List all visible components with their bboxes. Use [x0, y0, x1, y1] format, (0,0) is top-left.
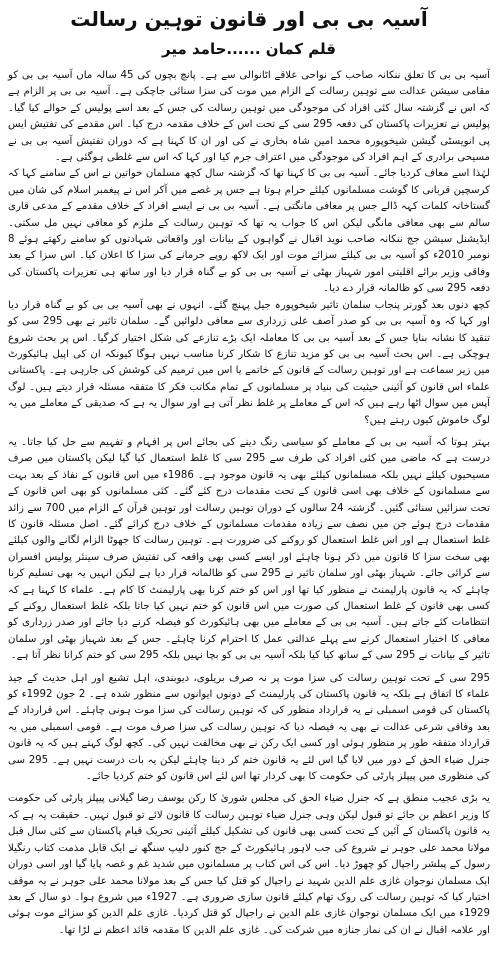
paragraph-2: لہٰذا اسے معاف کردیا جائے۔ آسیہ بی بی کا کہنا تھا کہ گزشتہ سال کچھ مسلمان خواتین نے اس کے سامنے کہا کہ کرسچین قربانی کا گوشت مسلمانوں کیلئے حرام ہوتا ہے جس پر غصے میں آکر اس نے پیغمبر اسلام کی شان میں گستاخانہ کلمات کہہ ڈالے جس پر معافی مانگتی ہے۔ آسیہ بی بی نے ایسے افراد کے خلاف مقدمے کے مدعی قاری سالم سے بھی معافی مانگی لیکن اس کا جواب یہ تھا کہ توہین رسالت کے ملزم کو معافی نہیں مل سکتی۔ ایڈیشنل سیشن جج ننکانہ صاحب نوید اقبال نے گواہوں کے بیانات اور واقعاتی شہادتوں کو سامنے رکھتے ہوئے 8 نومبر 2010ء کو آسیہ بی بی کیلئے سزائے موت اور ایک لاکھ روپے جرمانے کی سزا کا اعلان کیا۔ اس سزا کے بعد وفاقی وزیر برائے اقلیتی امور شہباز بھٹی نے آسیہ بی بی کو بے گناہ قرار دیا اور ساتھ ہی تعزیرات پاکستان کی دفعہ 295 سی کو ظالمانہ قرار دے دیا۔	[8, 168, 490, 295]
article-body	[8, 68, 490, 939]
paragraph-1: آسیہ بی بی کا تعلق ننکانہ صاحب کے نواحی علاقے اٹانوالی سے ہے۔ پانچ بچوں کی 45 سالہ ماں آسیہ بی بی کو مقامی سیشن عدالت سے توہین رسالت کے الزام میں موت کی سزا سنائی جاچکی ہے۔ آسیہ بی بی پر الزام ہے کہ اس نے گزشتہ سال کئی افراد کی موجودگی میں توہین رسالت کی جس کے بعد اسے پولیس کے حوالے کیا گیا۔ پولیس نے تعزیرات پاکستان کی دفعہ 295 سی کے تحت اس کے خلاف مقدمہ درج کیا۔ اس مقدمے کی تفتیش ایس پی انویسٹی گیشن شیخوپورہ محمد امین شاہ بخاری نے کی اور ان کا کہنا ہے کہ دوران تفتیش آسیہ بی بی نے مسیحی برادری کے اہم افراد کی موجودگی میں اعتراف جرم کیا اور کہا کہ اس سے غلطی ہوگئی ہے۔	[8, 70, 490, 164]
paragraph-4: بہتر ہوتا کہ آسیہ بی بی کے معاملے کو سیاسی رنگ دینے کی بجائے اس پر افہام و تفہیم سے حل کیا جاتا۔ یہ درست ہے کہ ماضی میں کئی افراد کی طرف سے 295 سی کا غلط استعمال کیا گیا لیکن پاکستان میں صرف مسیحیوں کیلئے نہیں بلکہ مسلمانوں کیلئے بھی یہ قانون موجود ہے۔ 1986ء میں اس قانون کے نفاذ کے بعد بہت سے مسلمانوں کے خلاف بھی اسی قانون کے تحت مقدمات درج کئے گئے۔ کئی مسلمانوں کو بھی اس قانون کے تحت سزائیں سنائی گئیں۔ گزشتہ 24 سالوں کے دوران توہین رسالت اور توہین قرآن کے الزام میں 700 سے زائد مقدمات درج ہوئے جن میں نصف سے زیادہ مقدمات مسلمانوں کے خلاف درج کرائے گئے۔ اصل مسئلہ قانون کا غلط استعمال ہے اور اس غلط استعمال کو روکنے کی ضرورت ہے۔ توہین رسالت کا جھوٹا الزام لگانے والوں کیلئے بھی سخت سزا کا قانون میں ذکر ہونا چاہئے اور ایسے کسی بھی واقعہ کی تفتیش صرف سینئر پولیس افسران سے کرائی جائے۔ شہباز بھٹی اور سلمان تاثیر نے 295 سی کو ظالمانہ قرار دیا ہے لیکن انہیں یہ بھی تسلیم کرنا چاہئے کہ یہ قانون پارلیمنٹ نے منظور کیا تھا اور اس کو ختم کرنا بھی پارلیمنٹ کا کام ہے۔ علماء کا کہنا ہے کہ کسی بھی قانون کے غلط استعمال کی صورت میں اس قانون کو ختم نہیں کیا جاتا بلکہ غلط استعمال روکنے کے انتظامات کئے جاتے ہیں۔ آسیہ بی بی کے معاملے میں بھی ہائیکورٹ کو فیصلہ کرنے دیا جائے اور صدر زرداری کو معافی کا اختیار استعمال کرنے سے پہلے عدالتی عمل کا احترام کرنا چاہئے۔ جس کے بعد شہباز بھٹی اور سلمان تاثیر کے بیانات نے 295 سی کے ساتھ کیا کیا بلکہ آسیہ بی بی کو بچا نہیں بلکہ 295 سی کو ختم کرانا نظر آتا ہے۔	[8, 436, 491, 662]
paragraph-6: یہ بڑی عجیب منطق ہے کہ جنرل ضیاء الحق کی مجلس شوریٰ کا رکن یوسف رضا گیلانی پیپلز پارٹی کی حکومت کا وزیر اعظم بن جائے تو قبول لیکن وہی جنرل ضیاء توہین رسالت کا قانون لائے تو قبول نہیں۔ حقیقت یہ ہے کہ یہ قانون پاکستان کے آئین کے تحت کسی بھی قانون کی تشکیل کیلئے آئینی تحریک قیام پاکستان سے کئی سال قبل مولانا محمد علی جوہر نے شروع کی جب لاہور ہائیکورٹ کے جج کنور دلیپ سنگھ نے ایک قابل مذمت کتاب رنگیلا رسول کے پبلشر راجپال کو چھوڑ دیا۔ اس کی اس کتاب پر مسلمانوں میں شدید غم و غصہ پایا گیا اور اسی دوران ایک مسلمان نوجوان غازی علم الدین شہید نے راجپال کو قتل کیا جس کے بعد مولانا محمد علی جوہر نے یہ موقف اختیار کیا کہ توہین رسالت کی روک تھام کیلئے قانون سازی ضروری ہے۔ 1927ء میں شروع ہوا۔ دو سال کے بعد 1929ء میں ایک مسلمان نوجوان غازی علم الدین نے راجپال کو قتل کردیا۔ غازی علم الدین کو سزائے موت ہوئی اور علامہ اقبال نے ان کی نماز جنازہ میں شرکت کی۔ غازی علم الدین کا مقدمہ قائد اعظم نے لڑا تھا۔	[8, 793, 490, 936]
article-title: آسیہ بی بی اور قانون توہین رسالت	[70, 7, 428, 31]
paragraph-3: کچھ دنوں بعد گورنر پنجاب سلمان تاثیر شیخوپورہ جیل پہنچ گئے۔ انہوں نے بھی آسیہ بی بی کو بے گناہ قرار دیا اور کہا کہ وہ آسیہ بی بی کو صدر آصف علی زرداری سے معافی دلوائیں گے۔ سلمان تاثیر نے بھی 295 سی کو تنقید کا نشانہ بنایا جس کے بعد آسیہ بی بی کا معاملہ ایک بڑے تنازعے کی شکل اختیار کرگیا۔ اس پر بحث شروع ہوچکی ہے۔ اس بحث آسیہ بی بی کو مزید تنازع کا شکار کرنا مناسب نہیں ہوگا کیونکہ ان کی اپیل ہائیکورٹ میں زیر سماعت ہے اور توہین رسالت کے قانون کے خاتمے یا اس میں ترمیم کی کوشش کی جارہی ہے۔ پاکستانی علماء اس قانون کو آئینی حیثیت کی بنیاد پر مسلمانوں کے تمام مکاتب فکر کا متفقہ مسئلہ قرار دیتے ہیں۔ لوگ آپس میں سوال اٹھا رہے ہیں کہ اس کے معاملے پر غلط نظر آتی ہے اور سوال یہ ہے کہ صدیقی کے معاملے میں یہ لوگ خاموش کیوں رہتے ہیں؟	[8, 299, 490, 426]
paragraph-5: 295 سی کے تحت توہین رسالت کی سزا موت پر نہ صرف بریلوی، دیوبندی، اہل تشیع اور اہل حدیث کے جید علماء کا اتفاق ہے بلکہ یہ قانون پاکستان کی پارلیمنٹ کے دونوں ایوانوں سے منظور شدہ ہے۔ 2 جون 1992ء کو پاکستان کی قومی اسمبلی نے یہ قرارداد منظور کی کہ توہین رسالت کی سزا موت ہونی چاہئے۔ اس قرارداد کے بعد وفاقی شرعی عدالت نے بھی یہ فیصلہ دیا کہ توہین رسالت کی سزا صرف موت ہے۔ قومی اسمبلی میں یہ قرارداد متفقہ طور پر منظور ہوئی اور کسی ایک رکن نے بھی مخالفت نہیں کی۔ کچھ لوگ کہتے ہیں کہ یہ قانون جنرل ضیاء الحق کے دور میں لایا گیا اس لئے یہ قانون ختم کر دینا چاہئے لیکن یہ بات درست نہیں ہے۔ 295 سی کی منظوری میں پیپلز پارٹی کی حکومت کا بھی کردار تھا اس لئے اس قانون کو ختم کردیا جائے۔	[8, 672, 491, 783]
article-byline: قلم کمان ......حامد میر	[162, 40, 336, 58]
